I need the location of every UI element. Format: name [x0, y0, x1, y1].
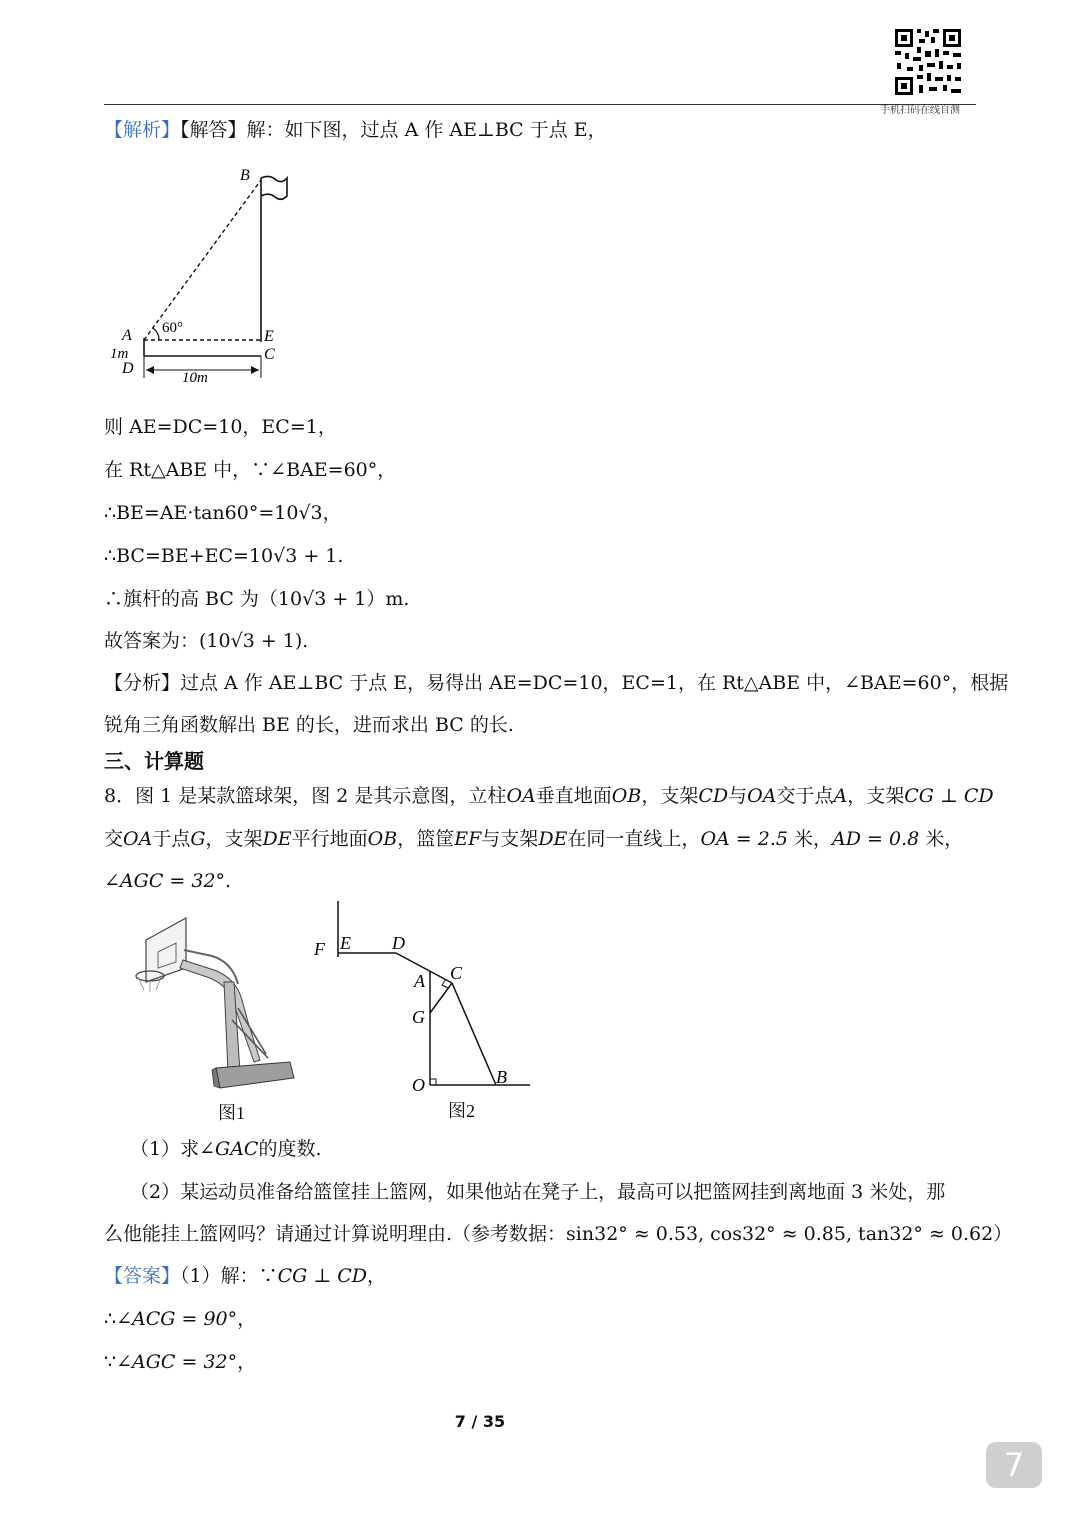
label-a: A — [122, 327, 132, 344]
p8-text: 在同一直线上， — [567, 828, 701, 850]
answer-text: ∴ — [104, 1308, 117, 1330]
question-2-line-1: （2）某运动员准备给篮筐挂上篮网，如果他站在凳子上，最高可以把篮网挂到离地面 3 米处，那 — [130, 1181, 946, 1203]
answer-text: ， — [367, 1265, 387, 1287]
p8-text: ，支架 — [205, 828, 263, 850]
angle-arc — [153, 328, 159, 340]
answer-math-cg-perp-cd: CG ⊥ CD — [277, 1265, 368, 1287]
p8-text: 米， — [787, 828, 832, 850]
question-1 — [130, 1136, 322, 1162]
p8-text: ，支架 — [847, 785, 905, 807]
analysis-tag: 【分析】 — [104, 672, 181, 694]
p8-math-a: A — [833, 785, 848, 807]
p8-math-ef: EF — [454, 828, 482, 850]
solution-line-1: 则 AE=DC=10，EC=1， — [104, 416, 337, 438]
p8-math-oa: OA — [123, 828, 153, 850]
p8-math-ob: OB — [611, 785, 642, 807]
label-e: E — [264, 328, 274, 345]
section-title: 三、计算题 — [104, 749, 204, 773]
label-b: B — [496, 1067, 507, 1087]
analysis-line-1 — [104, 670, 1008, 696]
line-cg — [430, 983, 452, 1013]
label-f: F — [314, 939, 325, 959]
line-ab — [144, 180, 261, 340]
p8-math-cd: CD — [698, 785, 729, 807]
label-angle: 60° — [162, 320, 183, 336]
answer-tag: 【答案】 — [104, 1265, 181, 1287]
solution-line-6: 故答案为：(10√3 + 1). — [104, 630, 309, 652]
q1-text: 的度数. — [258, 1138, 322, 1160]
problem8-line-3 — [104, 868, 231, 894]
line-cb — [452, 983, 496, 1085]
answer-text: （1）解：∵ — [180, 1265, 278, 1287]
answer-text: ， — [237, 1308, 257, 1330]
schematic-figure — [300, 895, 540, 1095]
label-d: D — [392, 933, 405, 953]
p8-math-angle: ∠AGC = 32° — [104, 870, 226, 892]
tag-jiexi: 【解析】 — [104, 119, 181, 141]
p8-text: 8．图 1 是某款篮球架，图 2 是其示意图，立柱 — [104, 785, 507, 807]
figure1-caption: 图1 — [218, 1103, 245, 1123]
solution-line-4: ∴BC=BE+EC=10√3 + 1. — [104, 545, 344, 567]
label-c: C — [264, 346, 275, 363]
right-angle-o — [430, 1079, 436, 1085]
p8-text: 平行地面 — [291, 828, 368, 850]
label-o: O — [412, 1075, 425, 1095]
answer-text: ∵ — [104, 1351, 117, 1373]
p8-text: 与支架 — [481, 828, 539, 850]
intro-text: 解：如下图，过点 A 作 AE⊥BC 于点 E， — [246, 119, 607, 141]
header-rule — [104, 104, 976, 105]
p8-math-ad-eq: AD = 0.8 — [832, 828, 920, 850]
figure2-caption: 图2 — [448, 1101, 475, 1121]
p8-math-cg-perp-cd: CG ⊥ CD — [904, 785, 994, 807]
answer-math-agc: ∠AGC = 32° — [116, 1351, 238, 1373]
page-badge[interactable]: 7 — [986, 1442, 1042, 1488]
qr-caption: 手机扫码在线自测 — [880, 105, 960, 116]
problem8-line-2 — [104, 826, 963, 852]
answer-math-acg: ∠ACG = 90° — [116, 1308, 238, 1330]
tag-jieda: 【解答】 — [180, 119, 247, 141]
dim-arrow-right — [251, 366, 259, 374]
q1-math-angle: ∠GAC — [199, 1138, 259, 1160]
analysis-line-2: 锐角三角函数解出 BE 的长，进而求出 BC 的长. — [104, 714, 514, 736]
p8-math-oa: OA — [506, 785, 536, 807]
p8-math-ob: OB — [367, 828, 398, 850]
label-g: G — [412, 1007, 425, 1027]
p8-math-de: DE — [538, 828, 568, 850]
flagpole-figure — [104, 160, 304, 390]
solution-intro — [104, 117, 607, 143]
p8-math-oa: OA — [747, 785, 777, 807]
p8-text: 于点 — [152, 828, 191, 850]
answer-line-1 — [104, 1263, 386, 1289]
p8-text: 交 — [104, 828, 124, 850]
label-e: E — [340, 933, 351, 953]
p8-text: 与 — [728, 785, 748, 807]
label-c: C — [450, 963, 463, 983]
label-b: B — [240, 167, 250, 184]
basketball-stand-image — [128, 910, 303, 1095]
label-height: 1m — [110, 346, 129, 362]
label-d: D — [122, 360, 134, 377]
page-number: 7 / 35 — [454, 1412, 506, 1431]
q1-text: （1）求 — [130, 1138, 200, 1160]
p8-text: ，篮筐 — [397, 828, 455, 850]
p8-text: 交于点 — [776, 785, 834, 807]
label-width: 10m — [182, 370, 208, 386]
flag-shape — [261, 176, 287, 199]
answer-line-3 — [104, 1349, 256, 1375]
p8-text: . — [225, 870, 232, 892]
p8-math-g: G — [190, 828, 206, 850]
p8-text: 垂直地面 — [535, 785, 612, 807]
solution-line-5: ∴旗杆的高 BC 为（10√3 + 1）m. — [104, 588, 410, 610]
analysis-text-1: 过点 A 作 AE⊥BC 于点 E，易得出 AE=DC=10，EC=1，在 Rt△ABE 中，∠BAE=60°，根据 — [180, 672, 1009, 694]
p8-text: ，支架 — [641, 785, 699, 807]
p8-math-oa-eq: OA = 2.5 — [700, 828, 788, 850]
solution-line-2: 在 Rt△ABE 中，∵∠BAE=60°， — [104, 459, 397, 481]
question-2-line-2: 么他能挂上篮网吗？请通过计算说明理由.（参考数据：sin32° ≈ 0.53, cos32° ≈ 0.85, tan32° ≈ 0.62） — [104, 1223, 1013, 1245]
p8-text: 米， — [919, 828, 964, 850]
dim-arrow-left — [146, 366, 154, 374]
p8-math-de: DE — [262, 828, 292, 850]
problem8-line-1 — [104, 783, 994, 809]
label-a: A — [414, 971, 425, 991]
qr-code-image[interactable] — [893, 27, 963, 97]
solution-line-3: ∴BE=AE·tan60°=10√3， — [104, 502, 342, 524]
answer-text: ， — [237, 1351, 257, 1373]
answer-line-2 — [104, 1306, 256, 1332]
